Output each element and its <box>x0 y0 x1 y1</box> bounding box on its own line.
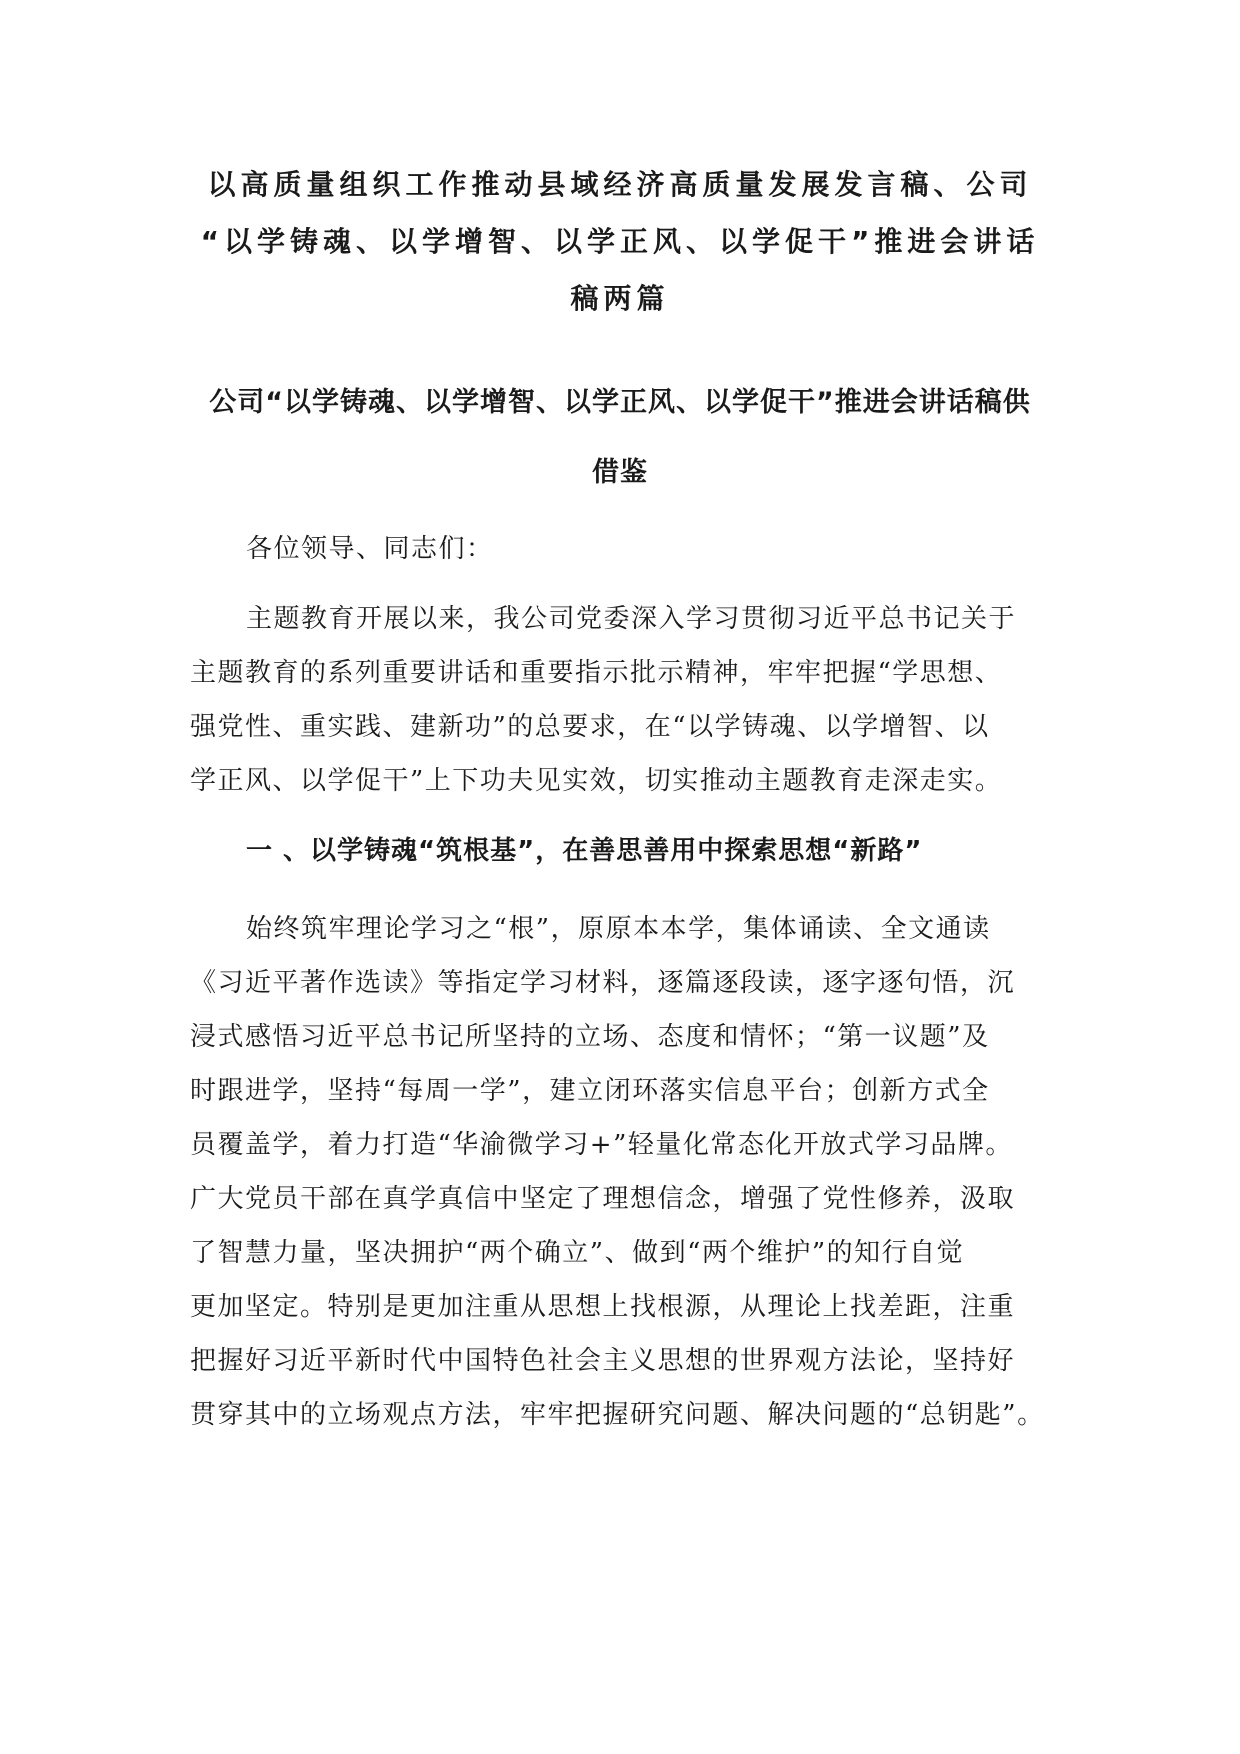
section-1-line-6: 广大党员干部在真学真信中坚定了理想信念，增强了党性修养，汲取 <box>190 1184 1016 1214</box>
intro-line-1: 主题教育开展以来，我公司党委深入学习贯彻习近平总书记关于 <box>246 604 1017 634</box>
document-title-line-2: “以学铸魂、以学增智、以学正风、以学促干”推进会讲话 <box>200 225 1040 258</box>
section-1-line-9: 把握好习近平新时代中国特色社会主义思想的世界观方法论，坚持好 <box>190 1346 1016 1376</box>
section-1-line-4: 时跟进学，坚持“每周一学”，建立闭环落实信息平台；创新方式全 <box>190 1076 990 1106</box>
section-1-line-10: 贯穿其中的立场观点方法，牢牢把握研究问题、解决问题的“总钥匙”。 <box>190 1400 1045 1430</box>
document-title-line-3: 稿两篇 <box>570 282 670 315</box>
document-title-line-1: 以高质量组织工作推动县域经济高质量发展发言稿、公司 <box>207 168 1033 201</box>
section-1-line-8: 更加坚定。特别是更加注重从思想上找根源，从理论上找差距，注重 <box>190 1292 1016 1322</box>
section-1-line-5: 员覆盖学，着力打造“华渝微学习+”轻量化常态化开放式学习品牌。 <box>190 1130 1013 1160</box>
document-subtitle-line-2: 借鉴 <box>592 457 648 488</box>
salutation: 各位领导、同志们： <box>246 534 494 564</box>
section-1-heading: 一 、以学铸魂“筑根基”，在善思善用中探索思想“新路” <box>246 836 923 866</box>
section-1-line-7: 了智慧力量，坚决拥护“两个确立”、做到“两个维护”的知行自觉 <box>190 1238 965 1268</box>
section-1-line-2: 《习近平著作选读》等指定学习材料，逐篇逐段读，逐字逐句悟，沉 <box>190 968 1016 998</box>
section-1-line-1: 始终筑牢理论学习之“根”，原原本本学，集体诵读、全文通读 <box>246 914 991 944</box>
document-subtitle-line-1: 公司“以学铸魂、以学增智、以学正风、以学促干”推进会讲话稿供 <box>209 387 1031 418</box>
intro-line-4: 学正风、以学促干”上下功夫见实效，切实推动主题教育走深走实。 <box>190 766 1003 796</box>
intro-line-3: 强党性、重实践、建新功”的总要求，在“以学铸魂、以学增智、以 <box>190 712 990 742</box>
section-1-line-3: 浸式感悟习近平总书记所坚持的立场、态度和情怀；“第一议题”及 <box>190 1022 990 1052</box>
intro-line-2: 主题教育的系列重要讲话和重要指示批示精神，牢牢把握“学思想、 <box>190 658 1003 688</box>
